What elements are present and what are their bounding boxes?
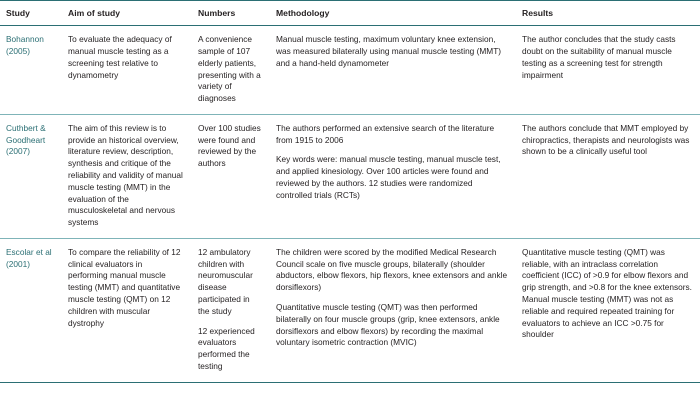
- cell-methodology: [270, 238, 516, 382]
- table-row: [0, 114, 700, 238]
- cell-paragraph: Manual muscle testing, maximum voluntary knee extension, was measured bilaterally using manual muscle testing (MMT) and a hand-held dynamometer: [276, 34, 502, 68]
- cell-aim: [62, 238, 192, 382]
- cell-paragraph: The authors conclude that MMT employed by chiropractics, therapists and neurologists was shown to be a clinically useful tool: [522, 122, 690, 157]
- cell-results: [516, 238, 700, 382]
- cell-aim: [62, 114, 192, 238]
- column-header-methodology: Methodology: [270, 1, 516, 26]
- cell-study: Bohannon (2005): [0, 26, 62, 115]
- table-body: [0, 26, 700, 383]
- cell-methodology: [270, 114, 516, 238]
- table-row: [0, 26, 700, 115]
- cell-numbers: [192, 114, 270, 238]
- column-header-numbers: Numbers: [192, 1, 270, 26]
- table-header: [0, 1, 700, 26]
- cell-paragraph: To compare the reliability of 12 clinical evaluators in performing manual muscle testing (MMT) and quantitative muscle testing (QMT) on 12 children with muscular dystrophy: [68, 246, 181, 328]
- cell-paragraph: The authors performed an extensive search of the literature from 1915 to 2006: [276, 122, 495, 145]
- column-header-aim: Aim of study: [62, 1, 192, 26]
- cell-aim: [62, 26, 192, 115]
- cell-paragraph: To evaluate the adequacy of manual muscle testing as a screening test relative to dynamometry: [68, 34, 172, 80]
- cell-results: [516, 26, 700, 115]
- cell-paragraph: The aim of this review is to provide an historical overview, literature review, description, synthesis and critique of the reliability and validity of manual muscle testing (MMT) in the evaluation of the musculoskeletal and nervous systems: [68, 122, 183, 228]
- column-header-study: Study: [0, 1, 62, 26]
- cell-paragraph: The author concludes that the study casts doubt on the suitability of manual muscle testing as a screening test for strength impairment: [522, 34, 676, 80]
- cell-paragraph: A convenience sample of 107 elderly patients, presenting with a variety of diagnoses: [198, 34, 261, 104]
- cell-numbers: [192, 238, 270, 382]
- cell-study: Escolar et al (2001): [0, 238, 62, 382]
- cell-results: [516, 114, 700, 238]
- column-header-results: Results: [516, 1, 700, 26]
- cell-study: Cuthbert & Goodheart (2007): [0, 114, 62, 238]
- cell-paragraph: Over 100 studies were found and reviewed by the authors: [198, 122, 261, 169]
- cell-numbers: [192, 26, 270, 115]
- cell-paragraph: 12 ambulatory children with neuromuscular disease participated in the study: [198, 246, 253, 316]
- cell-paragraph: Quantitative muscle testing (QMT) was reliable, with an intraclass correlation coefficient (ICC) of >0.9 for elbow flexors and grip strength, and >0.8 for the knee extensors. Manual muscle testing (MMT) was not as reliable and required repeated training for evaluators to achieve an ICC >0.75 for shoulder: [522, 246, 692, 340]
- cell-paragraph: 12 experienced evaluators performed the testing: [198, 325, 255, 371]
- cell-paragraph: Quantitative muscle testing (QMT) was then performed bilaterally on four muscle groups (grip, knee extensors, ankle dorsiflexors and elbow flexors) by recording the maximal voluntary isometric contraction (MVIC): [276, 302, 500, 348]
- cell-methodology: [270, 26, 516, 115]
- cell-paragraph: The children were scored by the modified Medical Research Council scale on five muscle groups, bilaterally (shoulder abductors, elbow flexors, hip flexors, knee extensors and ankle dorsiflexors): [276, 246, 508, 293]
- table-header-row: [0, 1, 700, 26]
- cell-paragraph: Key words were: manual muscle testing, manual muscle test, and applied kinesiology. Over 100 articles were found and reviewed by the authors. 12 studies were randomized controlled trials (RCTs): [276, 154, 501, 200]
- table-row: [0, 238, 700, 382]
